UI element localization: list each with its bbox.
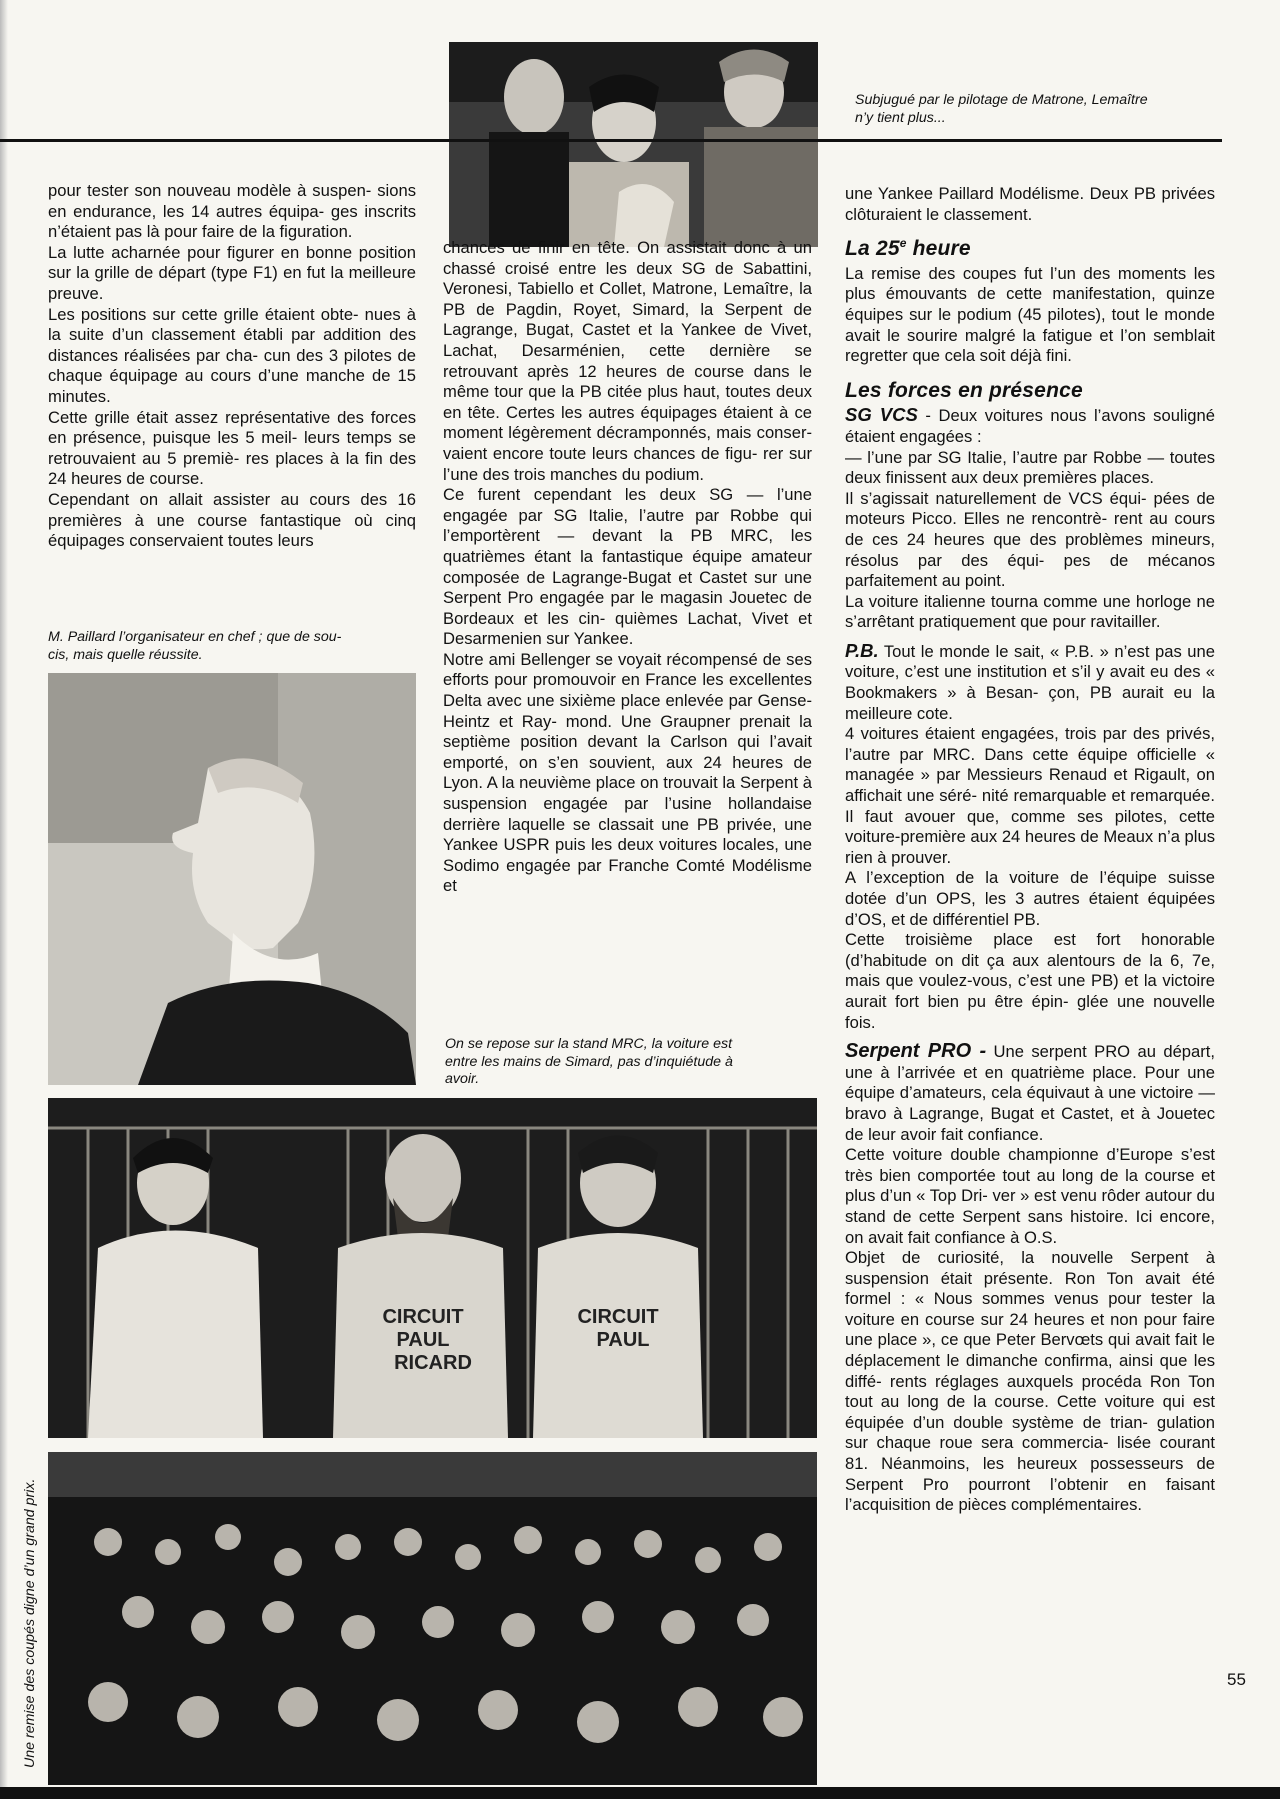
lead-sg-vcs: SG VCS (845, 404, 918, 426)
paragraph: Les positions sur cette grille étaient obte- nues à la suite d’un classement établi par addition des distances réalisées par cha- cun des 3 pilotes de chaque équipage au cours d’une manche de 15 minutes. (48, 304, 416, 406)
photo-mrc-stand (48, 1098, 817, 1438)
bib-text-line: RICARD (394, 1352, 472, 1374)
column-1 (48, 181, 416, 552)
bib-text-line: CIRCUIT (382, 1306, 464, 1328)
paragraph: Ce furent cependant les deux SG — l’une engagée par SG Italie, l’autre par Robbe qui l’emportèrent — devant la PB MRC, les quatrièmes étant la fantastique équipe amateur composée de Lagrange-Bugat et Castet sur une Serpent Pro engagée par le magasin Jouetec de Bordeaux et les cin- quièmes Lachat, Vivet et Desarmenien sur Yankee. (443, 485, 812, 649)
paragraph: Notre ami Bellenger se voyait récompensé de ses efforts pour promouvoir en France les excellentes Delta avec une sixième place enlevée par Gense-Heintz et Ray- mond. Une Graupner prenait la septième position devant la Carlson qui l’avait emporté, on s’en souvient, aux 24 heures de Lyon. A la neuvième place on trouvait la Serpent à suspension engagée par l’usine hollandaise derrière laquelle se classait une PB privée, une Yankee USPR puis les deux voitures locales, une Sodimo engagée par Franche Comté Modélisme et (443, 649, 812, 896)
paragraph: La remise des coupes fut l’un des moments les plus émouvants de cette manifestation, quinze équipes sur le podium (45 pilotes), tout le monde avait le sourire malgré la fatigue et l’on semblait regretter que cela soit déjà fini. (845, 263, 1215, 366)
caption-top-right: Subjugué par le pilotage de Matrone, Lemaître n’y tient plus... (855, 92, 1148, 126)
paragraph: A l’exception de la voiture de l’équipe suisse dotée d’un OPS, les 3 autres étaient équipées d’OS, et de différentiel PB. (845, 868, 1215, 929)
paragraph: 4 voitures étaient engagées, trois par des privés, l’autre par MRC. Dans cette équipe officielle « managée » par Messieurs Renaud et Rigault, on affichait une séré- nité remarquable et remarquée. Il faut avouer que, comme ses pilotes, cette voiture-première aux 24 heures de Meaux n’a plus rien à prouver. (845, 724, 1215, 867)
lead-pb: P.B. (845, 639, 879, 661)
paragraph: — l’une par SG Italie, l’autre par Robbe — toutes deux finissent aux deux premières places. (845, 447, 1215, 488)
caption-mrc-stand: On se repose sur la stand MRC, la voiture est entre les mains de Simard, pas d’inquiétude à avoir. (445, 1036, 733, 1087)
paragraph: Objet de curiosité, la nouvelle Serpent à suspension était présente. Ron Ton avait été formel : « Nous sommes venus pour tester la voiture en course sur 24 heures et non pour faire une place », ce que Peter Bervœts qui avait fait le déplacement le dimanche confirma, ainsi que les diffé- rents réglages auxquels procéda Ron Ton tout au long de la course. Cette voiture qui est équipée d’un double système de trian- gulation sur chaque roue sera commercia- lisée courant 81. Néanmoins, les heureux possesseurs de Serpent Pro pourront l’obtenir en faisant l’acquisition de pièces complémentaires. (845, 1248, 1215, 1515)
heading-forces: Les forces en présence (845, 378, 1083, 402)
bib-text-line: CIRCUIT (577, 1306, 659, 1328)
photo-crowd (48, 1452, 817, 1785)
bib-text-line: PAUL (596, 1329, 650, 1351)
paragraph: une Yankee Paillard Modélisme. Deux PB privées clôturaient le classement. (845, 184, 1215, 224)
column-3 (845, 184, 1215, 1516)
paragraph: Cette grille était assez représentative des forces en présence, puisque les 5 meil- leurs temps se retrouvaient au 5 premiè- res places à la fin des 24 heures de course. (48, 407, 416, 489)
paragraph-sg-vcs: SG VCS - Deux voitures nous l’avons souligné étaient engagées : (845, 404, 1215, 446)
paragraph: Il s’agissait naturellement de VCS équi- pées de moteurs Picco. Elles ne rencontrè- rent au cours de ces 24 heures que des problèmes mineurs, résolus par des équi- pes de mécanos parfaitement au point. (845, 488, 1215, 591)
bottom-strip (0, 1787, 1280, 1799)
paragraph: La voiture italienne tourna comme une horloge ne s’arrêtant pratiquement que pour ravitailler. (845, 591, 1215, 632)
paragraph: chances de finir en tête. On assistait donc à un chassé croisé entre les deux SG de Sabattini, Veronesi, Tabiello et Collet, Matrone, Lemaître, la PB de Pagdin, Royet, Simard, la Serpent de Lagrange, Bugat, Castet et la Yankee de Vivet, Lachat, Desarménien, cette dernière se retrouvant après 12 heures de course dans le même tour que la PB citée plus haut, toutes deux en tête. Certes les autres équipages étaient à ce moment légèrement décramponnés, mais conser- vaient encore toute leurs chances de figu- rer sur l’une des trois manches du podium. (443, 238, 812, 484)
paragraph: Cependant on allait assister au cours des 16 premières à une course fantastique où cinq équipages conservaient toutes leurs (48, 489, 416, 551)
photo-celebration (449, 42, 818, 247)
bib-text-line: PAUL (396, 1329, 450, 1351)
paragraph: La lutte acharnée pour figurer en bonne position sur la grille de départ (type F1) en fut la meilleure preuve. (48, 242, 416, 303)
paragraph: pour tester son nouveau modèle à suspen- sions en endurance, les 14 autres équipa- ges inscrits n’étaient pas là pour faire de la figuration. (48, 181, 416, 242)
paragraph: Cette troisième place est fort honorable (d’habitude on dit ça aux alentours de la 6, 7e, mais que voulez-vous, c’est une PB) et la victoire aurait fort bien pu être épin- glée une nouvelle fois. (845, 930, 1215, 1032)
paragraph: Cette voiture double championne d’Europe s’est très bien comportée tout au long de la course et plus d’un « Top Dri- ver » est venu rôder autour du stand de cette Serpent sans histoire. Ici encore, on avait fait confiance à O.S. (845, 1145, 1215, 1247)
lead-serpent-pro: Serpent PRO - (845, 1040, 987, 1063)
paragraph-serpent-pro: Serpent PRO - Une serpent PRO au départ, une à l’arrivée et en quatrième place. Pour une équipe d’amateurs, cela équivaut à une victoire — bravo à Lagrange, Bugat et Castet, et à Jouetec de leur avoir fait confiance. (845, 1040, 1216, 1144)
page-number: 55 (1227, 1670, 1246, 1689)
spacer (845, 633, 1215, 641)
heading-25e-heure: La 25e heure (845, 236, 971, 261)
photo-paillard (48, 673, 416, 1085)
paragraph-pb: P.B. Tout le monde le sait, « P.B. » n’est pas une voiture, c’est une institution et s’il y avait eu des « Bookmakers » à Besan- çon, PB aurait eu la meilleure cote. (845, 639, 1215, 723)
column-2 (443, 238, 812, 897)
header-rule (0, 139, 1222, 142)
caption-paillard: M. Paillard l’organisateur en chef ; que de sou- cis, mais quelle réussite. (48, 629, 342, 663)
caption-crowd: Une remise des coupés digne d’un grand prix. (22, 1478, 38, 1768)
scan-edge (0, 0, 8, 1799)
